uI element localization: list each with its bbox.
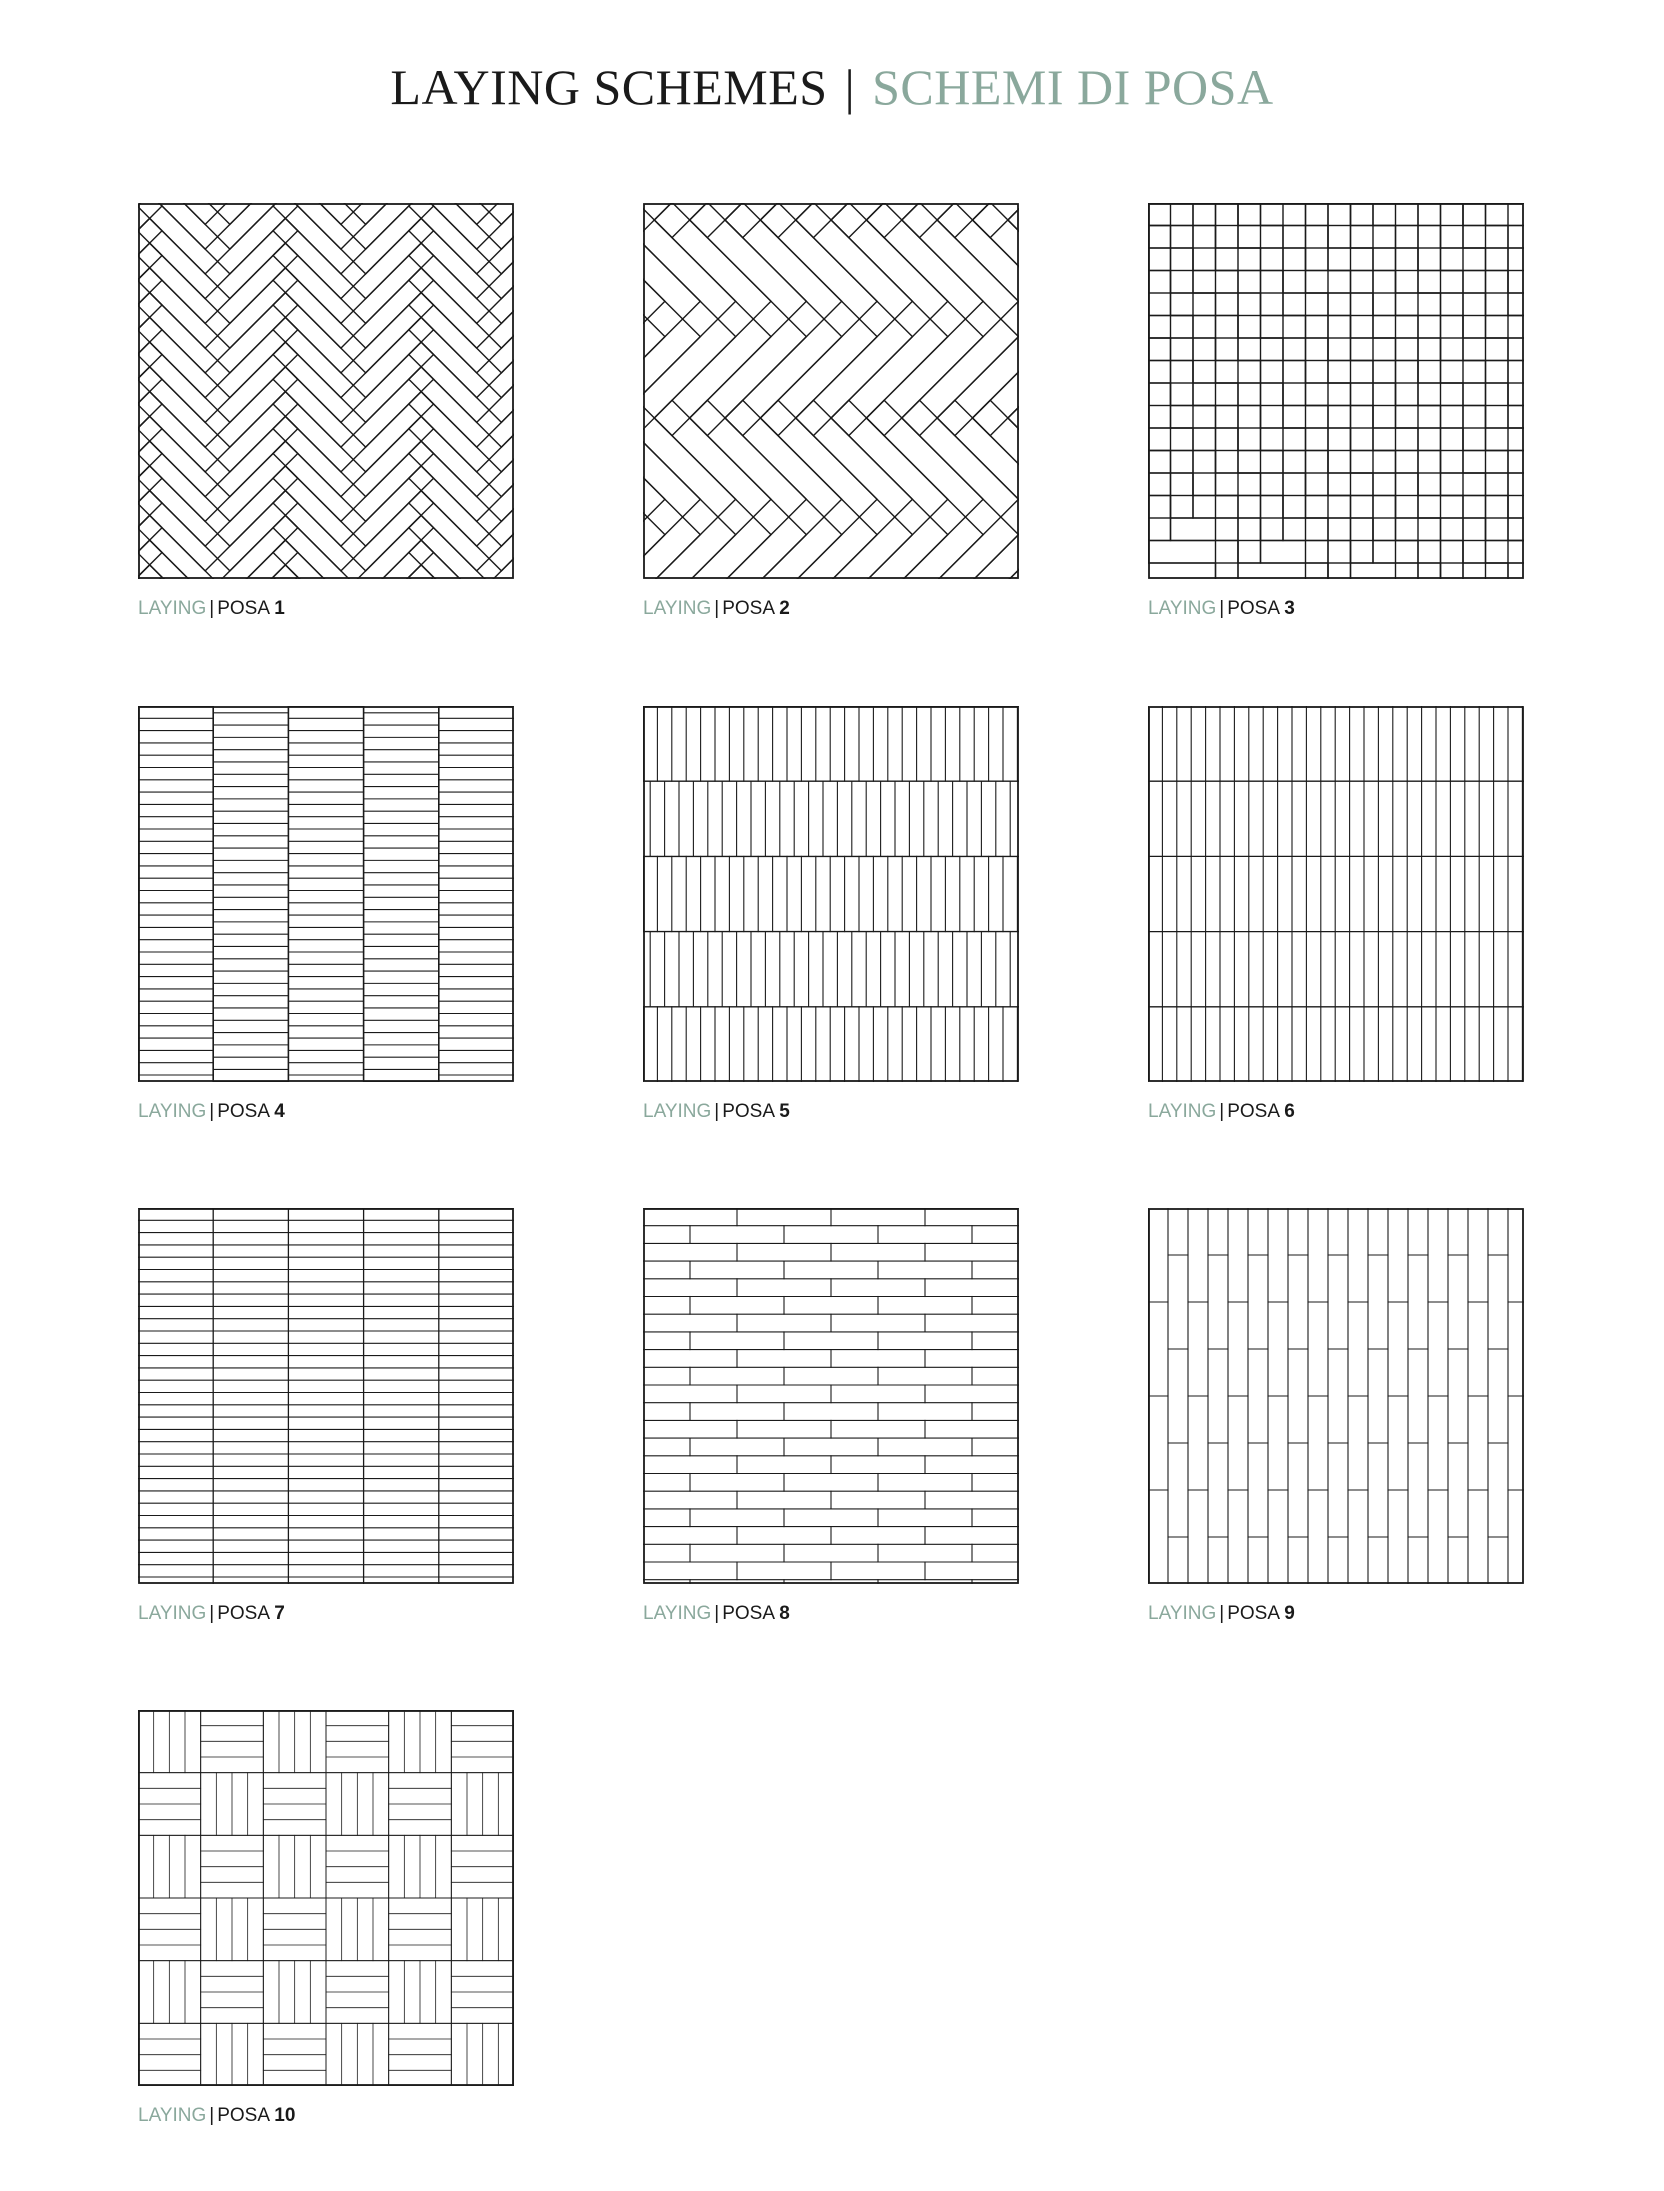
caption-number: 10 <box>274 2105 296 2126</box>
caption-label-en: LAYING <box>643 1603 712 1624</box>
caption-label-en: LAYING <box>138 1603 207 1624</box>
caption-label-it: POSA <box>1227 1603 1279 1624</box>
caption-number: 8 <box>779 1603 790 1624</box>
caption-label-it: POSA <box>722 1101 774 1122</box>
caption-label-it: POSA <box>722 598 774 619</box>
caption-separator: | <box>1219 1603 1225 1624</box>
caption-label-it: POSA <box>1227 1101 1279 1122</box>
caption-number: 1 <box>274 598 285 619</box>
laying-scheme-1 <box>138 203 514 579</box>
caption-label-it: POSA <box>217 2105 269 2126</box>
scheme-caption-5 <box>643 1102 790 1121</box>
caption-number: 5 <box>779 1101 790 1122</box>
caption-separator: | <box>714 1603 720 1624</box>
title-italian: SCHEMI DI POSA <box>872 59 1274 115</box>
caption-label-en: LAYING <box>643 598 712 619</box>
pattern-horizontal-stack-bond <box>138 1208 514 1584</box>
caption-label-it: POSA <box>217 1603 269 1624</box>
caption-number: 6 <box>1284 1101 1295 1122</box>
caption-number: 2 <box>779 598 790 619</box>
scheme-caption-4 <box>138 1102 285 1121</box>
caption-number: 7 <box>274 1603 285 1624</box>
page-title <box>0 58 1664 116</box>
pattern-herringbone-horizontal <box>138 203 514 579</box>
caption-separator: | <box>209 1101 215 1122</box>
caption-label-it: POSA <box>217 1101 269 1122</box>
laying-scheme-6 <box>1148 706 1524 1082</box>
caption-label-en: LAYING <box>643 1101 712 1122</box>
scheme-caption-6 <box>1148 1102 1295 1121</box>
laying-scheme-9 <box>1148 1208 1524 1584</box>
laying-scheme-3 <box>1148 203 1524 579</box>
laying-scheme-2 <box>643 203 1019 579</box>
title-separator: | <box>844 59 856 115</box>
caption-label-en: LAYING <box>138 598 207 619</box>
scheme-caption-3 <box>1148 599 1295 618</box>
laying-scheme-8 <box>643 1208 1019 1584</box>
caption-number: 9 <box>1284 1603 1295 1624</box>
laying-scheme-10 <box>138 1710 514 2086</box>
laying-scheme-5 <box>643 706 1019 1082</box>
pattern-herringbone-orthogonal <box>1148 203 1524 579</box>
caption-number: 3 <box>1284 598 1295 619</box>
pattern-basketweave <box>138 1710 514 2086</box>
scheme-caption-8 <box>643 1604 790 1623</box>
caption-separator: | <box>209 2105 215 2126</box>
laying-scheme-7 <box>138 1208 514 1584</box>
pattern-herringbone-vertical <box>643 203 1019 579</box>
scheme-caption-1 <box>138 599 285 618</box>
pattern-horizontal-running-bond <box>643 1208 1019 1584</box>
caption-number: 4 <box>274 1101 285 1122</box>
caption-separator: | <box>1219 598 1225 619</box>
scheme-caption-10 <box>138 2106 295 2125</box>
caption-separator: | <box>209 598 215 619</box>
caption-label-en: LAYING <box>1148 1101 1217 1122</box>
caption-separator: | <box>1219 1101 1225 1122</box>
caption-label-it: POSA <box>217 598 269 619</box>
laying-scheme-4 <box>138 706 514 1082</box>
caption-label-en: LAYING <box>1148 1603 1217 1624</box>
caption-label-en: LAYING <box>138 1101 207 1122</box>
caption-separator: | <box>714 598 720 619</box>
scheme-caption-7 <box>138 1604 285 1623</box>
caption-label-en: LAYING <box>138 2105 207 2126</box>
scheme-caption-9 <box>1148 1604 1295 1623</box>
title-english: LAYING SCHEMES <box>390 59 828 115</box>
caption-separator: | <box>209 1603 215 1624</box>
pattern-vertical-offset-rows <box>643 706 1019 1082</box>
pattern-vertical-stack-bond <box>1148 706 1524 1082</box>
pattern-stacked-horizontal-offset-columns <box>138 706 514 1082</box>
caption-label-en: LAYING <box>1148 598 1217 619</box>
caption-label-it: POSA <box>722 1603 774 1624</box>
scheme-caption-2 <box>643 599 790 618</box>
caption-separator: | <box>714 1101 720 1122</box>
caption-label-it: POSA <box>1227 598 1279 619</box>
pattern-vertical-running-bond <box>1148 1208 1524 1584</box>
